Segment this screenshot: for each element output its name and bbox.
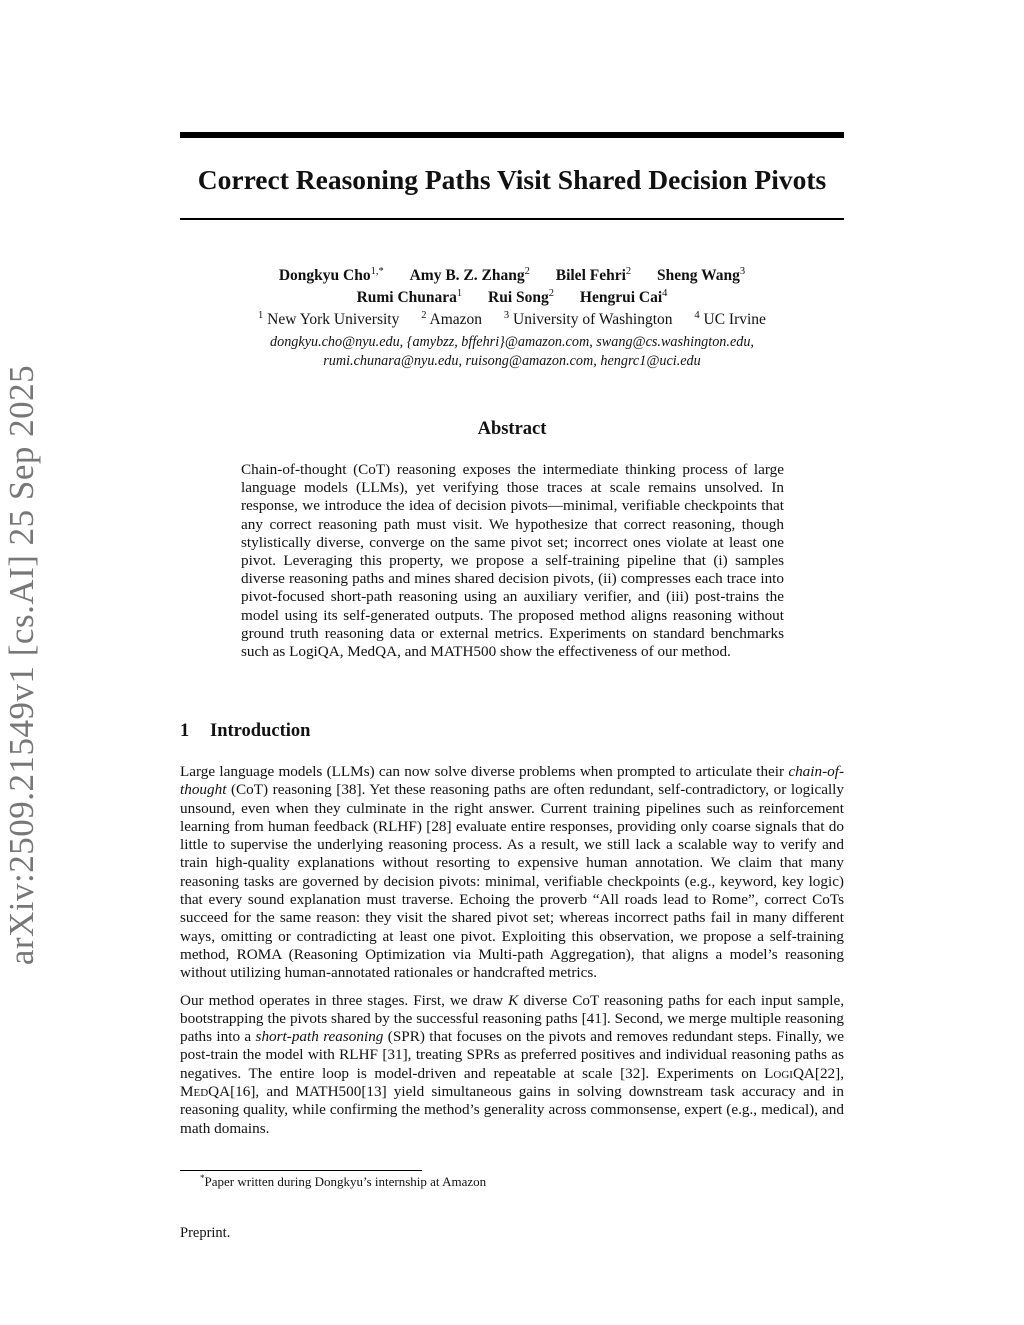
author: Amy B. Z. Zhang$^2$	[409, 266, 530, 284]
preprint-label: Preprint.	[180, 1225, 231, 1241]
author: Sheng Wang$^3$	[657, 266, 746, 284]
footnote: *Paper written during Dongkyu’s internship at Amazon	[200, 1173, 487, 1189]
author-line-2	[180, 287, 844, 309]
dataset-name: MedQA	[180, 1083, 231, 1101]
arxiv-stamp-text: arXiv:2509.21549v1 [cs.AI] 25 Sep 2025	[2, 364, 41, 966]
introduction-body	[180, 763, 844, 1147]
author: Dongkyu Cho$^{1,*}$	[278, 266, 384, 284]
section-number: 1	[180, 721, 190, 741]
author: Bilel Fehri$^2$	[555, 266, 632, 284]
affiliation: $^4$ UC Irvine	[694, 310, 766, 328]
section-heading	[180, 718, 844, 744]
author-line-1	[180, 265, 844, 287]
affiliations	[180, 309, 844, 331]
title-bottom-rule	[180, 218, 844, 220]
author: Rumi Chunara$^1$	[356, 288, 463, 306]
email-line: dongkyu.cho@nyu.edu, {amybzz, bffehri}@amazon.com, swang@cs.washington.edu,	[270, 334, 754, 350]
affiliation: $^3$ University of Washington	[503, 310, 673, 328]
paragraph: Our method operates in three stages. First, we draw K diverse CoT reasoning paths for each input sample, bootstrapping the pivots shared by the successful reasoning paths [41]. Second, we merge multiple reasoning paths into a short-path reasoning (SPR) that focuses on the pivots and removes redundant steps. Finally, we post-train the model with RLHF [31], treating SPRs as preferred positives and individual reasoning paths as negatives. The entire loop is model-driven and repeatable at scale [32]. Experiments on LogiQA[22], MedQA[16], and MATH500[13] yield simultaneous gains in solving downstream task accuracy and in reasoning quality, while confirming the method’s generality across commonsense, expert (e.g., medical), and math domains.	[180, 991, 844, 1137]
paragraph: Large language models (LLMs) can now solve diverse problems when prompted to articulate their chain-of-thought (CoT) reasoning [38]. Yet these reasoning paths are often redundant, self-contradictory, or logically unsound, even when they culminate in the right answer. Current training pipelines such as reinforcement learning from human feedback (RLHF) [28] evaluate entire responses, providing only coarse signals that do little to supervise the underlying reasoning process. As a result, we still lack a scalable way to verify and train high-quality explanations without resorting to expensive human annotation. We claim that many reasoning tasks are governed by decision pivots: minimal, verifiable checkpoints (e.g., keyword, key logic) that every sound explanation must traverse. Echoing the proverb “All roads lead to Rome”, correct CoTs succeed for the same reason: they visit the shared pivot set; whereas incorrect paths fail in many different ways, omitting or contradicting at least one pivot. Exploiting this observation, we propose a self-training method, ROMA (Reasoning Optimization via Multi-path Aggregation), that aligns a model’s reasoning without utilizing human-annotated rationales or handcrafted metrics.	[180, 763, 844, 982]
author-emails	[180, 333, 844, 371]
author: Rui Song$^2$	[488, 288, 555, 306]
author-list	[180, 265, 844, 309]
email-line: rumi.chunara@nyu.edu, ruisong@amazon.com, hengrc1@uci.edu	[323, 353, 701, 369]
paper-title: Correct Reasoning Paths Visit Shared Decision Pivots	[197, 164, 827, 195]
dataset-name: LogiQA	[764, 1064, 815, 1082]
affiliation: $^1$ New York University	[258, 310, 400, 328]
abstract-text: Chain-of-thought (CoT) reasoning exposes the intermediate thinking process of large language models (LLMs), yet verifying those traces at scale remains unsolved. In response, we introduce the idea of decision pivots—minimal, verifiable checkpoints that any correct reasoning path must visit. We hypothesize that correct reasoning, though stylistically diverse, converge on the same pivot set; incorrect ones violate at least one pivot. Leveraging this property, we propose a self-training pipeline that (i) samples diverse reasoning paths and mines shared decision pivots, (ii) compresses each trace into pivot-focused short-path reasoning using an auxiliary verifier, and (iii) post-trains the model using its self-generated outputs. The proposed method aligns reasoning without ground truth reasoning data or external metrics. Experiments on standard benchmarks such as LogiQA, MedQA, and MATH500 show the effectiveness of our method.	[241, 461, 784, 661]
footnote-rule	[180, 1170, 422, 1171]
author: Hengrui Cai$^4$	[579, 288, 668, 306]
title-top-rule	[180, 132, 844, 138]
affiliation: $^2$ Amazon	[421, 310, 483, 328]
abstract-heading: Abstract	[477, 419, 547, 439]
section-title: Introduction	[210, 721, 311, 741]
